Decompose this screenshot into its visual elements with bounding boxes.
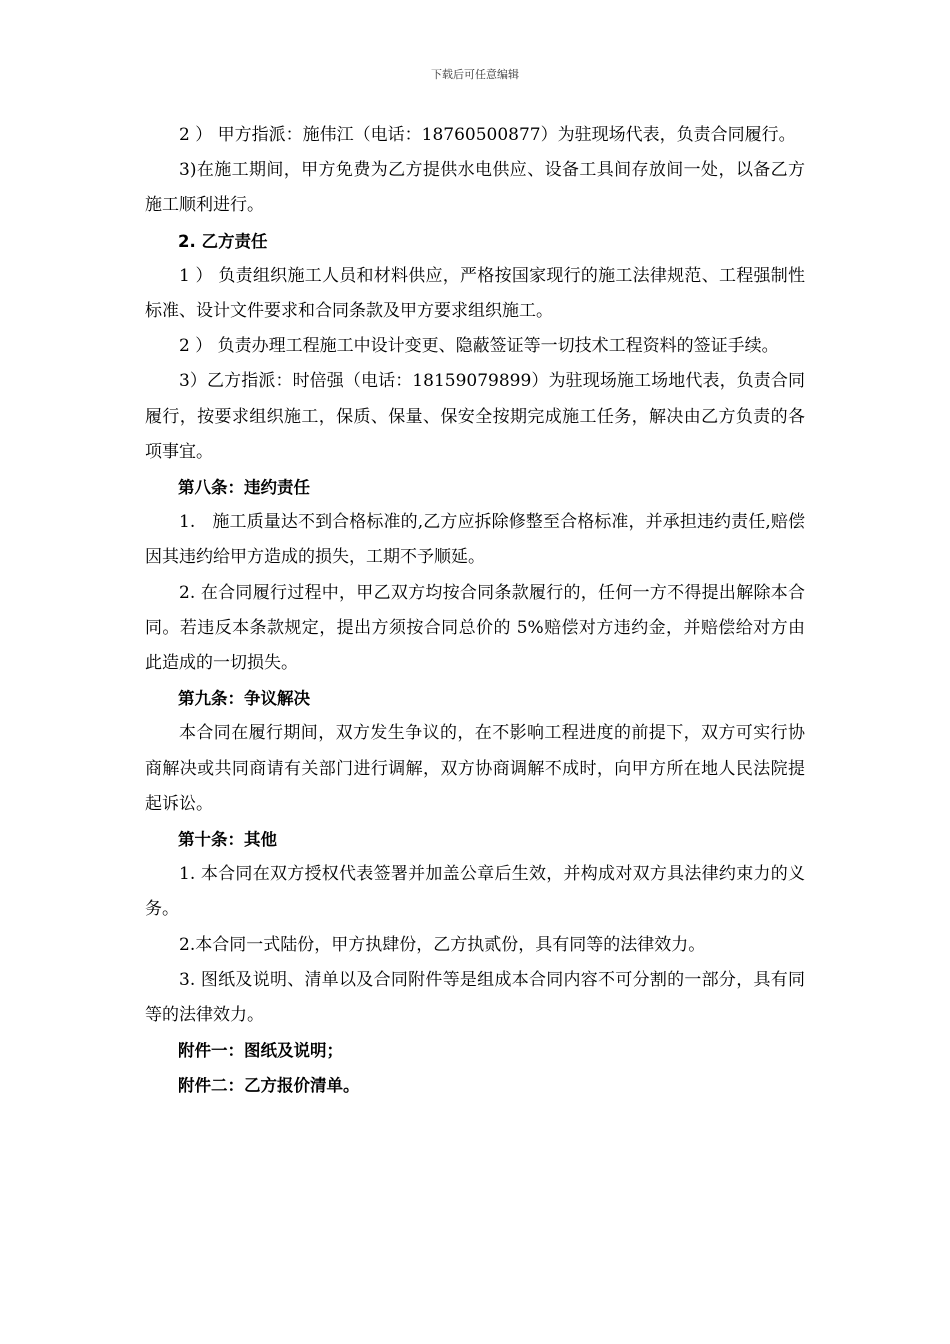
document-body [145, 118, 805, 1104]
paragraph-party-b-visas: 2 ） 负责办理工程施工中设计变更、隐蔽签证等一切技术工程资料的签证手续。 [179, 336, 779, 357]
paragraph-article-10-item-2: 2.本合同一式陆份，甲方执肆份，乙方执贰份，具有同等的法律效力。 [179, 934, 706, 955]
paragraph-article-8-item-1: 1. 施工质量达不到合格标准的,乙方应拆除修整至合格标准，并承担违约责任,赔偿因其违约给甲方造成的损失，工期不予顺延。 [145, 512, 805, 568]
paragraph-article-10-item-3: 3. 图纸及说明、清单以及合同附件等是组成本合同内容不可分割的一部分，具有同等的法律效力。 [145, 969, 805, 1026]
paragraph-party-a-utilities: 3)在施工期间，甲方免费为乙方提供水电供应、设备工具间存放间一处，以备乙方施工顺利进行。 [145, 160, 805, 216]
paragraph-party-b-representative: 3）乙方指派：时倍强（电话：18159079899）为驻现场施工场地代表，负责合同履行，按要求组织施工，保质、保量、保安全按期完成施工任务，解决由乙方负责的各项事宜。 [145, 371, 805, 462]
paragraph-party-b-organize: 1 ） 负责组织施工人员和材料供应，严格按国家现行的施工法律规范、工程强制性标准、设计文件要求和合同条款及甲方要求组织施工。 [145, 265, 805, 322]
paragraph-article-10-item-1: 1. 本合同在双方授权代表签署并加盖公章后生效，并构成对双方具法律约束力的义务。 [145, 864, 805, 920]
paragraph-article-9: 本合同在履行期间，双方发生争议的，在不影响工程进度的前提下，双方可实行协商解决或共同商请有关部门进行调解，双方协商调解不成时，向甲方所在地人民法院提起诉讼。 [145, 723, 805, 814]
section-heading-article-10: 第十条：其他 [178, 830, 277, 850]
paragraph-party-a-representative: 2 ） 甲方指派：施伟江（电话：18760500877）为驻现场代表，负责合同履行。 [179, 125, 796, 145]
paragraph-article-8-item-2: 2. 在合同履行过程中，甲乙双方均按合同条款履行的，任何一方不得提出解除本合同。若违反本条款规定，提出方须按合同总价的 5%赔偿对方违约金，并赔偿给对方由此造成的一切损失。 [145, 582, 805, 674]
attachment-1: 附件一：图纸及说明； [178, 1041, 343, 1061]
section-heading-party-b-duties: 2. 乙方责任 [178, 231, 268, 251]
section-heading-article-9: 第九条：争议解决 [178, 689, 310, 709]
attachment-2: 附件二：乙方报价清单。 [178, 1076, 360, 1096]
page-header: 下载后可任意编辑 [431, 68, 519, 81]
section-heading-article-8: 第八条：违约责任 [178, 478, 310, 498]
